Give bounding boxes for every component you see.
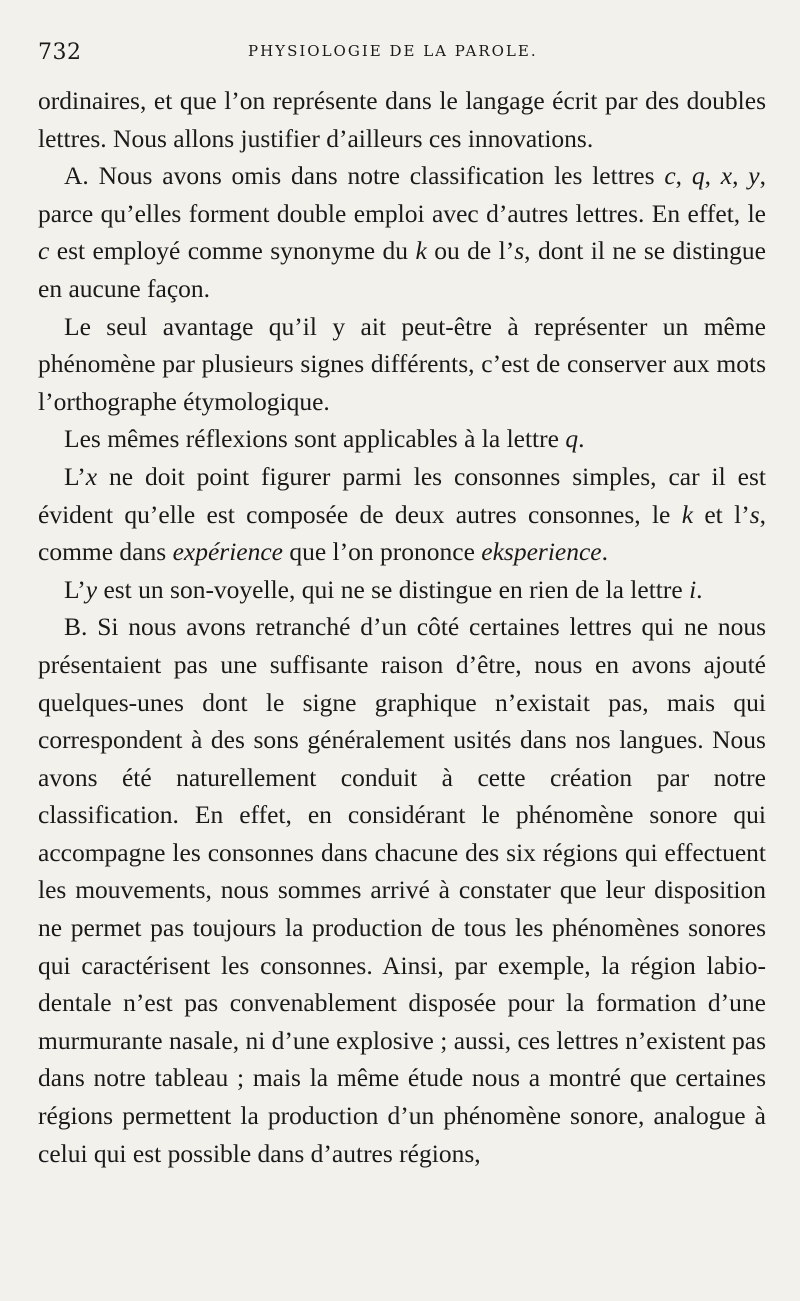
italic-text: k	[681, 499, 694, 529]
text-run: ordinaires, et que l’on représente dans le langage écrit par des doubles lettres. Nous allons justifier d’ailleurs ces innovations.	[38, 86, 766, 153]
paragraph	[38, 308, 766, 421]
body-text	[38, 82, 766, 1172]
paragraph	[38, 571, 766, 609]
text-run: , comme dans	[38, 499, 766, 567]
italic-text: y	[748, 161, 760, 191]
text-run: et l’	[693, 499, 750, 529]
text-run: Le seul avantage qu’il y ait peut-être à représenter un même phénomène par plusieurs signes différents, c’est de conserver aux mots l’orthographe étymologique.	[38, 311, 766, 416]
paragraph	[38, 608, 766, 1172]
text-run: ou de l’	[426, 236, 515, 266]
italic-text: c	[664, 161, 676, 191]
paragraph	[38, 420, 766, 458]
text-run: B. Si nous avons retranché d’un côté certaines lettres qui ne nous présentaient pas une suffisante raison d’être, nous en avons ajouté quelques-unes dont le signe graphique n’existait pas, mais qui correspondent à des sons généralement usités dans nos langues. Nous avons été naturellement conduit à cette création par notre classification. En effet, en considérant le phénomène sonore qui accompagne les consonnes dans chacune des six régions qui effectuent les mouvements, nous sommes arrivé à constater que leur disposition ne permet pas toujours la production de tous les phénomènes sonores qui caractérisent les consonnes. Ainsi, par exemple, la région labio-dentale n’est pas convenablement disposée pour la formation d’une murmurante nasale, ni d’une explosive ; aussi, ces lettres n’existent pas dans notre tableau ; mais la même étude nous a montré que certaines régions permettent la production d’un phénomène sonore, analogue à celui qui est possible dans d’autres régions,	[38, 612, 766, 1168]
paragraph	[38, 82, 766, 157]
text-run: que l’on prononce	[282, 537, 482, 567]
text-run: ,	[704, 161, 721, 191]
text-run: .	[696, 574, 703, 604]
italic-text: k	[415, 236, 427, 266]
text-run: .	[601, 537, 608, 567]
italic-text: expérience	[172, 537, 283, 567]
text-run: ,	[732, 161, 749, 191]
text-run: , parce qu’elles forment double emploi avec d’autres lettres. En effet, le	[38, 161, 766, 228]
italic-text: q	[691, 161, 705, 191]
page-number: 732	[38, 40, 82, 65]
text-run: ,	[675, 161, 692, 191]
text-run: ne doit point figurer parmi les consonnes simples, car il est évident qu’elle est composée de deux autres consonnes, le	[38, 461, 766, 529]
text-run: est un son-voyelle, qui ne se distingue en rien de la lettre	[97, 574, 690, 604]
text-run: Les mêmes réflexions sont applicables à la lettre	[64, 424, 566, 454]
running-title: PHYSIOLOGIE DE LA PAROLE.	[248, 42, 538, 60]
italic-text: s	[749, 499, 760, 529]
paragraph	[38, 458, 766, 571]
italic-text: x	[720, 161, 733, 191]
running-head	[38, 30, 766, 82]
text-run: L’	[64, 574, 86, 604]
text-run: A. Nous avons omis dans notre classification les lettres	[64, 161, 665, 191]
italic-text: y	[85, 574, 98, 604]
italic-text: x	[85, 461, 98, 491]
italic-text: q	[565, 424, 579, 454]
text-run: , dont il ne se distingue en aucune façon.	[38, 236, 767, 303]
italic-text: i	[689, 574, 697, 604]
italic-text: eksperience	[481, 537, 602, 567]
text-run: est employé comme synonyme du	[49, 236, 416, 266]
text-run: L’	[64, 461, 86, 491]
italic-text: s	[514, 236, 525, 266]
paragraph	[38, 157, 766, 307]
text-run: .	[578, 424, 585, 454]
italic-text: c	[38, 236, 50, 266]
